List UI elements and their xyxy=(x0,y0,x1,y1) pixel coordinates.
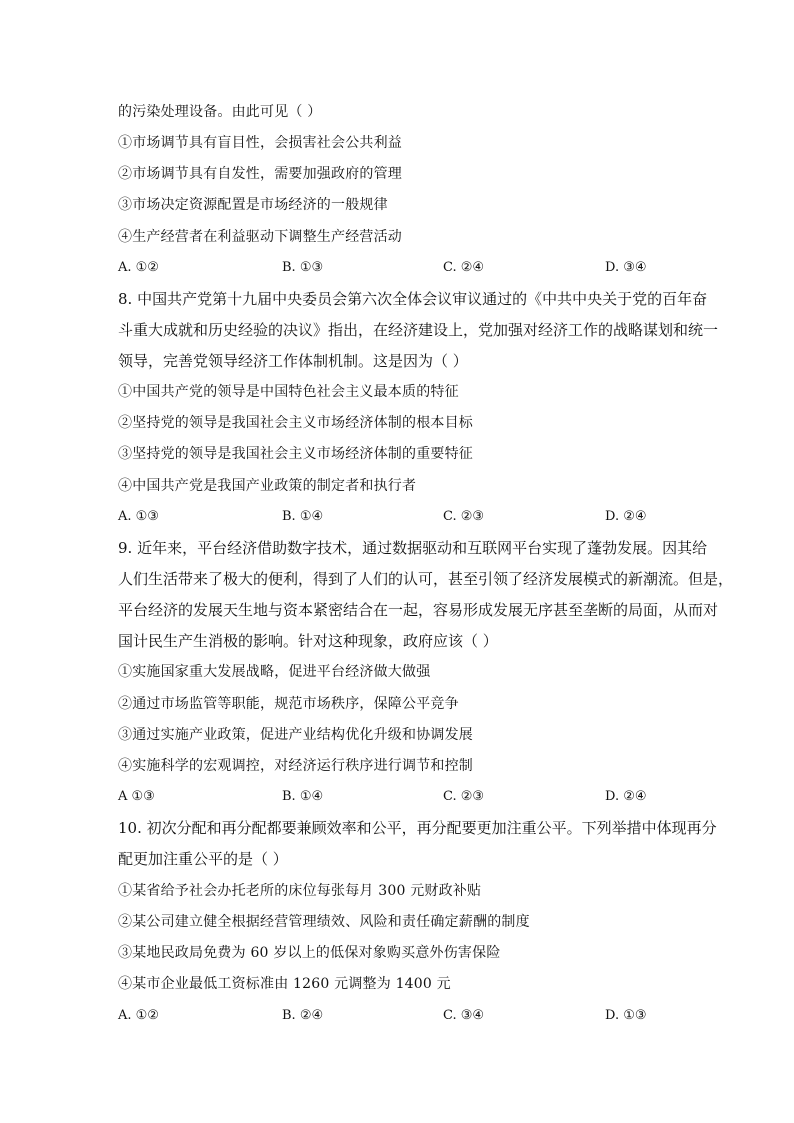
q9-statement-3: ③通过实施产业政策，促进产业结构优化升级和协调发展 xyxy=(118,727,473,743)
q7-statement-2: ②市场调节具有自发性，需要加强政府的管理 xyxy=(118,166,402,182)
q9-options xyxy=(118,787,658,807)
q8-options xyxy=(118,507,658,527)
q9-option-a[interactable]: A ①③ xyxy=(118,789,155,804)
q7-option-d[interactable]: D. ③④ xyxy=(605,260,647,275)
q10-option-b[interactable]: B. ②④ xyxy=(282,1008,324,1023)
q8-option-a[interactable]: A. ①③ xyxy=(118,509,159,524)
q10-stem-line-2: 配更加注重公平的是（ ） xyxy=(118,850,288,868)
q10-options xyxy=(118,1006,658,1026)
q9-stem-line-3: 平台经济的发展天生地与资本紧密结合在一起，容易形成发展无序甚至垄断的局面，从而对 xyxy=(118,601,719,619)
q10-statement-4: ④某市企业最低工资标准由 1260 元调整为 1400 元 xyxy=(118,976,451,992)
q10-statement-1: ①某省给予社会办托老所的床位每张每月 300 元财政补贴 xyxy=(118,883,482,899)
q7-option-a[interactable]: A. ①② xyxy=(118,260,159,275)
q9-statement-4: ④实施科学的宏观调控，对经济运行秩序进行调节和控制 xyxy=(118,758,473,774)
q7-statement-3: ③市场决定资源配置是市场经济的一般规律 xyxy=(118,197,388,213)
q9-option-b[interactable]: B. ①④ xyxy=(282,789,324,804)
q10-option-c[interactable]: C. ③④ xyxy=(443,1008,485,1023)
q8-option-d[interactable]: D. ②④ xyxy=(605,509,647,524)
q8-statement-3: ③坚持党的领导是我国社会主义市场经济体制的重要特征 xyxy=(118,446,473,462)
q7-stem-tail: 的污染处理设备。由此可见（ ） xyxy=(118,104,322,120)
q8-stem-line-3: 领导，完善党领导经济工作体制机制。这是因为（ ） xyxy=(118,352,468,370)
q8-statement-2: ②坚持党的领导是我国社会主义市场经济体制的根本目标 xyxy=(118,415,473,431)
q9-option-c[interactable]: C. ②③ xyxy=(443,789,485,804)
q8-option-c[interactable]: C. ②③ xyxy=(443,509,485,524)
q7-option-b[interactable]: B. ①③ xyxy=(282,260,324,275)
q7-statement-1: ①市场调节具有盲目性，会损害社会公共利益 xyxy=(118,135,402,151)
q7-option-c[interactable]: C. ②④ xyxy=(443,260,485,275)
q10-option-a[interactable]: A. ①② xyxy=(118,1008,159,1023)
q9-statement-1: ①实施国家重大发展战略，促进平台经济做大做强 xyxy=(118,664,431,680)
q7-statement-4: ④生产经营者在利益驱动下调整生产经营活动 xyxy=(118,229,402,245)
q10-stem-line-1: 10. 初次分配和再分配都要兼顾效率和公平，再分配要更加注重公平。下列举措中体现再分 xyxy=(118,819,717,837)
q10-statement-2: ②某公司建立健全根据经营管理绩效、风险和责任确定薪酬的制度 xyxy=(118,914,530,930)
q10-option-d[interactable]: D. ①③ xyxy=(605,1008,647,1023)
q8-statement-1: ①中国共产党的领导是中国特色社会主义最本质的特征 xyxy=(118,384,459,400)
q9-statement-2: ②通过市场监管等职能，规范市场秩序，保障公平竞争 xyxy=(118,696,459,712)
q9-stem-line-2: 人们生活带来了极大的便利，得到了人们的认可，甚至引领了经济发展模式的新潮流。但是， xyxy=(118,570,734,588)
q10-statement-3: ③某地民政局免费为 60 岁以上的低保对象购买意外伤害保险 xyxy=(118,945,501,961)
q9-stem-line-1: 9. 近年来，平台经济借助数字技术，通过数据驱动和互联网平台实现了蓬勃发展。因其给 xyxy=(118,539,708,557)
q8-stem-line-1: 8. 中国共产党第十九届中央委员会第六次全体会议审议通过的《中共中央关于党的百年奋 xyxy=(118,290,708,308)
q7-options xyxy=(118,258,658,278)
q8-stem-line-2: 斗重大成就和历史经验的决议》指出，在经济建设上，党加强对经济工作的战略谋划和统一 xyxy=(118,321,719,339)
q8-option-b[interactable]: B. ①④ xyxy=(282,509,324,524)
q9-stem-line-4: 国计民生产生消极的影响。针对这种现象，政府应该（ ） xyxy=(118,632,498,650)
q9-option-d[interactable]: D. ②④ xyxy=(605,789,647,804)
q8-statement-4: ④中国共产党是我国产业政策的制定者和执行者 xyxy=(118,478,417,494)
